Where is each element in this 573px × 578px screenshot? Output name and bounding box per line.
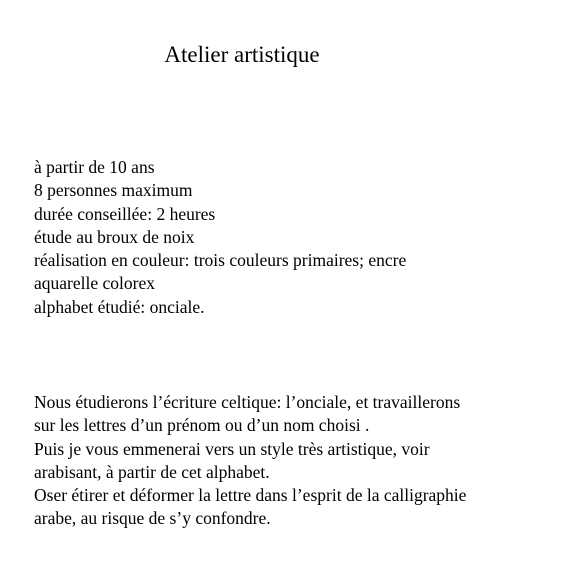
detail-line: aquarelle colorex [34, 273, 155, 294]
detail-line: à partir de 10 ans [34, 157, 155, 177]
description-line: arabisant, à partir de cet alphabet. [34, 461, 270, 482]
detail-line: étude au broux de noix [34, 226, 195, 247]
description-line: Nous étudierons l’écriture celtique: l’onciale, et travaillerons [34, 392, 461, 412]
description-line: Oser étirer et déformer la lettre dans l’esprit de la calligraphie [34, 485, 467, 506]
description-line: arabe, au risque de s’y confondre. [34, 508, 271, 529]
detail-line: réalisation en couleur: trois couleurs primaires; encre [34, 250, 407, 271]
page-title: Atelier artistique [164, 42, 320, 67]
detail-line: alphabet étudié: onciale. [34, 296, 205, 317]
workshop-description [34, 391, 554, 531]
description-line: sur les lettres d’un prénom ou d’un nom choisi . [34, 415, 370, 436]
detail-line: 8 personnes maximum [34, 180, 193, 201]
workshop-details [34, 156, 554, 319]
detail-line: durée conseillée: 2 heures [34, 203, 216, 224]
description-line: Puis je vous emmenerai vers un style très artistique, voir [34, 438, 430, 459]
